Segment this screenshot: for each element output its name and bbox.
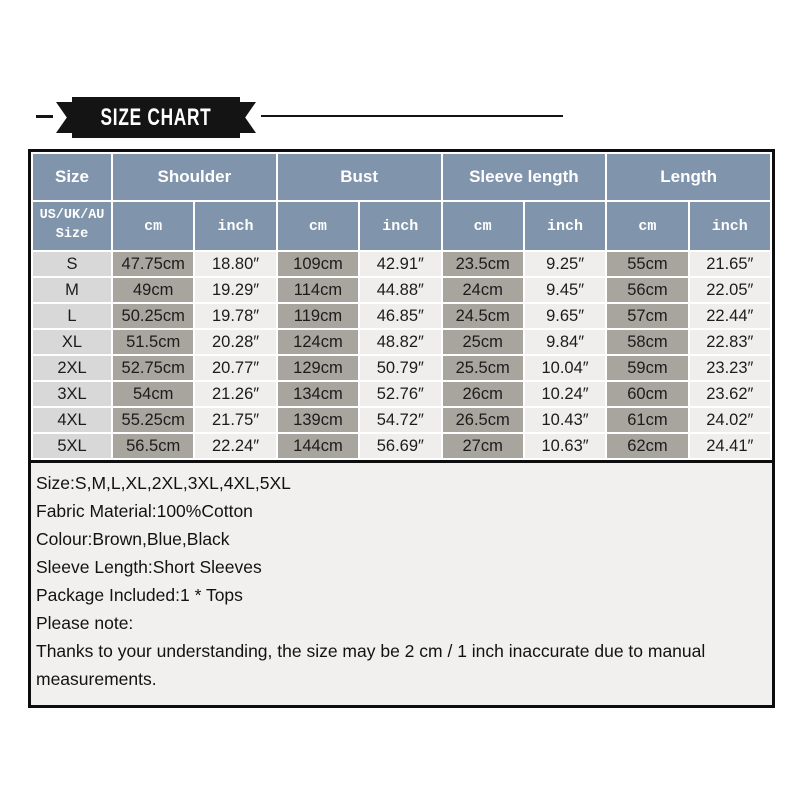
sleeve-inch-cell: 10.63″: [524, 433, 606, 459]
header-sleeve-cm: cm: [442, 201, 524, 251]
bust-cm-cell: 109cm: [277, 251, 359, 277]
sleeve-inch-cell: 9.84″: [524, 329, 606, 355]
bust-inch-cell: 50.79″: [359, 355, 441, 381]
sleeve-inch-cell: 9.25″: [524, 251, 606, 277]
bust-cm-cell: 129cm: [277, 355, 359, 381]
size-cell: S: [32, 251, 112, 277]
shoulder-cm-cell: 47.75cm: [112, 251, 194, 277]
shoulder-inch-cell: 21.26″: [194, 381, 276, 407]
length-cm-cell: 57cm: [606, 303, 688, 329]
sleeve-cm-cell: 24cm: [442, 277, 524, 303]
length-cm-cell: 59cm: [606, 355, 688, 381]
table-row-xl: [32, 329, 771, 355]
length-inch-cell: 24.41″: [689, 433, 771, 459]
shoulder-inch-cell: 21.75″: [194, 407, 276, 433]
header-bust-cm: cm: [277, 201, 359, 251]
length-cm-cell: 56cm: [606, 277, 688, 303]
shoulder-cm-cell: 56.5cm: [112, 433, 194, 459]
bust-cm-cell: 119cm: [277, 303, 359, 329]
banner-title: SIZE CHART: [100, 103, 212, 131]
sleeve-cm-cell: 23.5cm: [442, 251, 524, 277]
shoulder-cm-cell: 52.75cm: [112, 355, 194, 381]
header-sleeve-length: Sleeve length: [442, 153, 607, 201]
size-cell: 2XL: [32, 355, 112, 381]
table-row-3xl: [32, 381, 771, 407]
table-row-2xl: [32, 355, 771, 381]
sleeve-cm-cell: 27cm: [442, 433, 524, 459]
shoulder-cm-cell: 49cm: [112, 277, 194, 303]
sleeve-inch-cell: 10.43″: [524, 407, 606, 433]
length-cm-cell: 62cm: [606, 433, 688, 459]
length-cm-cell: 55cm: [606, 251, 688, 277]
length-inch-cell: 23.23″: [689, 355, 771, 381]
header-shoulder-cm: cm: [112, 201, 194, 251]
bust-inch-cell: 54.72″: [359, 407, 441, 433]
length-inch-cell: 22.05″: [689, 277, 771, 303]
shoulder-inch-cell: 19.29″: [194, 277, 276, 303]
banner-rule-line: [261, 115, 563, 117]
length-cm-cell: 61cm: [606, 407, 688, 433]
size-cell: 4XL: [32, 407, 112, 433]
sleeve-cm-cell: 26.5cm: [442, 407, 524, 433]
length-inch-cell: 24.02″: [689, 407, 771, 433]
size-cell: L: [32, 303, 112, 329]
length-cm-cell: 58cm: [606, 329, 688, 355]
bust-cm-cell: 144cm: [277, 433, 359, 459]
shoulder-inch-cell: 22.24″: [194, 433, 276, 459]
header-bust: Bust: [277, 153, 442, 201]
header-us-uk-au-size: [32, 201, 112, 251]
notes-line-sizes: Size:S,M,L,XL,2XL,3XL,4XL,5XL: [36, 473, 291, 493]
length-inch-cell: 22.44″: [689, 303, 771, 329]
header-length-inch: inch: [689, 201, 771, 251]
notes-line-please-note: Please note:: [36, 613, 134, 633]
shoulder-inch-cell: 20.28″: [194, 329, 276, 355]
sleeve-cm-cell: 25.5cm: [442, 355, 524, 381]
sleeve-inch-cell: 10.04″: [524, 355, 606, 381]
length-cm-cell: 60cm: [606, 381, 688, 407]
header-us-uk-au-line2: Size: [55, 227, 89, 242]
group-header-row: [32, 153, 771, 201]
size-cell: M: [32, 277, 112, 303]
length-inch-cell: 23.62″: [689, 381, 771, 407]
size-cell: 5XL: [32, 433, 112, 459]
length-inch-cell: 22.83″: [689, 329, 771, 355]
notes-line-disclaimer: Thanks to your understanding, the size may be 2 cm / 1 inch inaccurate due to manual measurements.: [36, 641, 706, 689]
header-size: Size: [32, 153, 112, 201]
header-bust-inch: inch: [359, 201, 441, 251]
notes-line-fabric: Fabric Material:100%Cotton: [36, 501, 253, 521]
length-inch-cell: 21.65″: [689, 251, 771, 277]
sleeve-inch-cell: 10.24″: [524, 381, 606, 407]
header-length-cm: cm: [606, 201, 688, 251]
sleeve-cm-cell: 26cm: [442, 381, 524, 407]
header-length: Length: [606, 153, 771, 201]
bust-inch-cell: 46.85″: [359, 303, 441, 329]
header-us-uk-au-line1: US/UK/AU: [39, 208, 105, 224]
table-row-5xl: [32, 433, 771, 459]
bust-inch-cell: 56.69″: [359, 433, 441, 459]
bust-inch-cell: 48.82″: [359, 329, 441, 355]
product-notes: [31, 460, 772, 705]
header-shoulder-inch: inch: [194, 201, 276, 251]
header-shoulder: Shoulder: [112, 153, 277, 201]
bust-inch-cell: 44.88″: [359, 277, 441, 303]
shoulder-cm-cell: 55.25cm: [112, 407, 194, 433]
notes-line-colour: Colour:Brown,Blue,Black: [36, 529, 230, 549]
shoulder-inch-cell: 19.78″: [194, 303, 276, 329]
size-chart-banner: [72, 97, 240, 138]
table-row-4xl: [32, 407, 771, 433]
size-chart-table: [31, 152, 772, 460]
sleeve-cm-cell: 25cm: [442, 329, 524, 355]
bust-cm-cell: 134cm: [277, 381, 359, 407]
shoulder-inch-cell: 20.77″: [194, 355, 276, 381]
bust-cm-cell: 114cm: [277, 277, 359, 303]
bust-cm-cell: 124cm: [277, 329, 359, 355]
shoulder-cm-cell: 54cm: [112, 381, 194, 407]
shoulder-inch-cell: 18.80″: [194, 251, 276, 277]
bust-cm-cell: 139cm: [277, 407, 359, 433]
sleeve-inch-cell: 9.45″: [524, 277, 606, 303]
table-row-l: [32, 303, 771, 329]
sleeve-inch-cell: 9.65″: [524, 303, 606, 329]
size-cell: XL: [32, 329, 112, 355]
unit-header-row: [32, 201, 771, 251]
table-row-s: [32, 251, 771, 277]
table-row-m: [32, 277, 771, 303]
notes-line-package: Package Included:1 * Tops: [36, 585, 243, 605]
sleeve-cm-cell: 24.5cm: [442, 303, 524, 329]
notes-line-sleeve: Sleeve Length:Short Sleeves: [36, 557, 262, 577]
size-cell: 3XL: [32, 381, 112, 407]
shoulder-cm-cell: 50.25cm: [112, 303, 194, 329]
shoulder-cm-cell: 51.5cm: [112, 329, 194, 355]
bust-inch-cell: 52.76″: [359, 381, 441, 407]
banner-left-dash: [36, 115, 53, 118]
header-sleeve-inch: inch: [524, 201, 606, 251]
size-chart-box: [28, 149, 775, 708]
bust-inch-cell: 42.91″: [359, 251, 441, 277]
